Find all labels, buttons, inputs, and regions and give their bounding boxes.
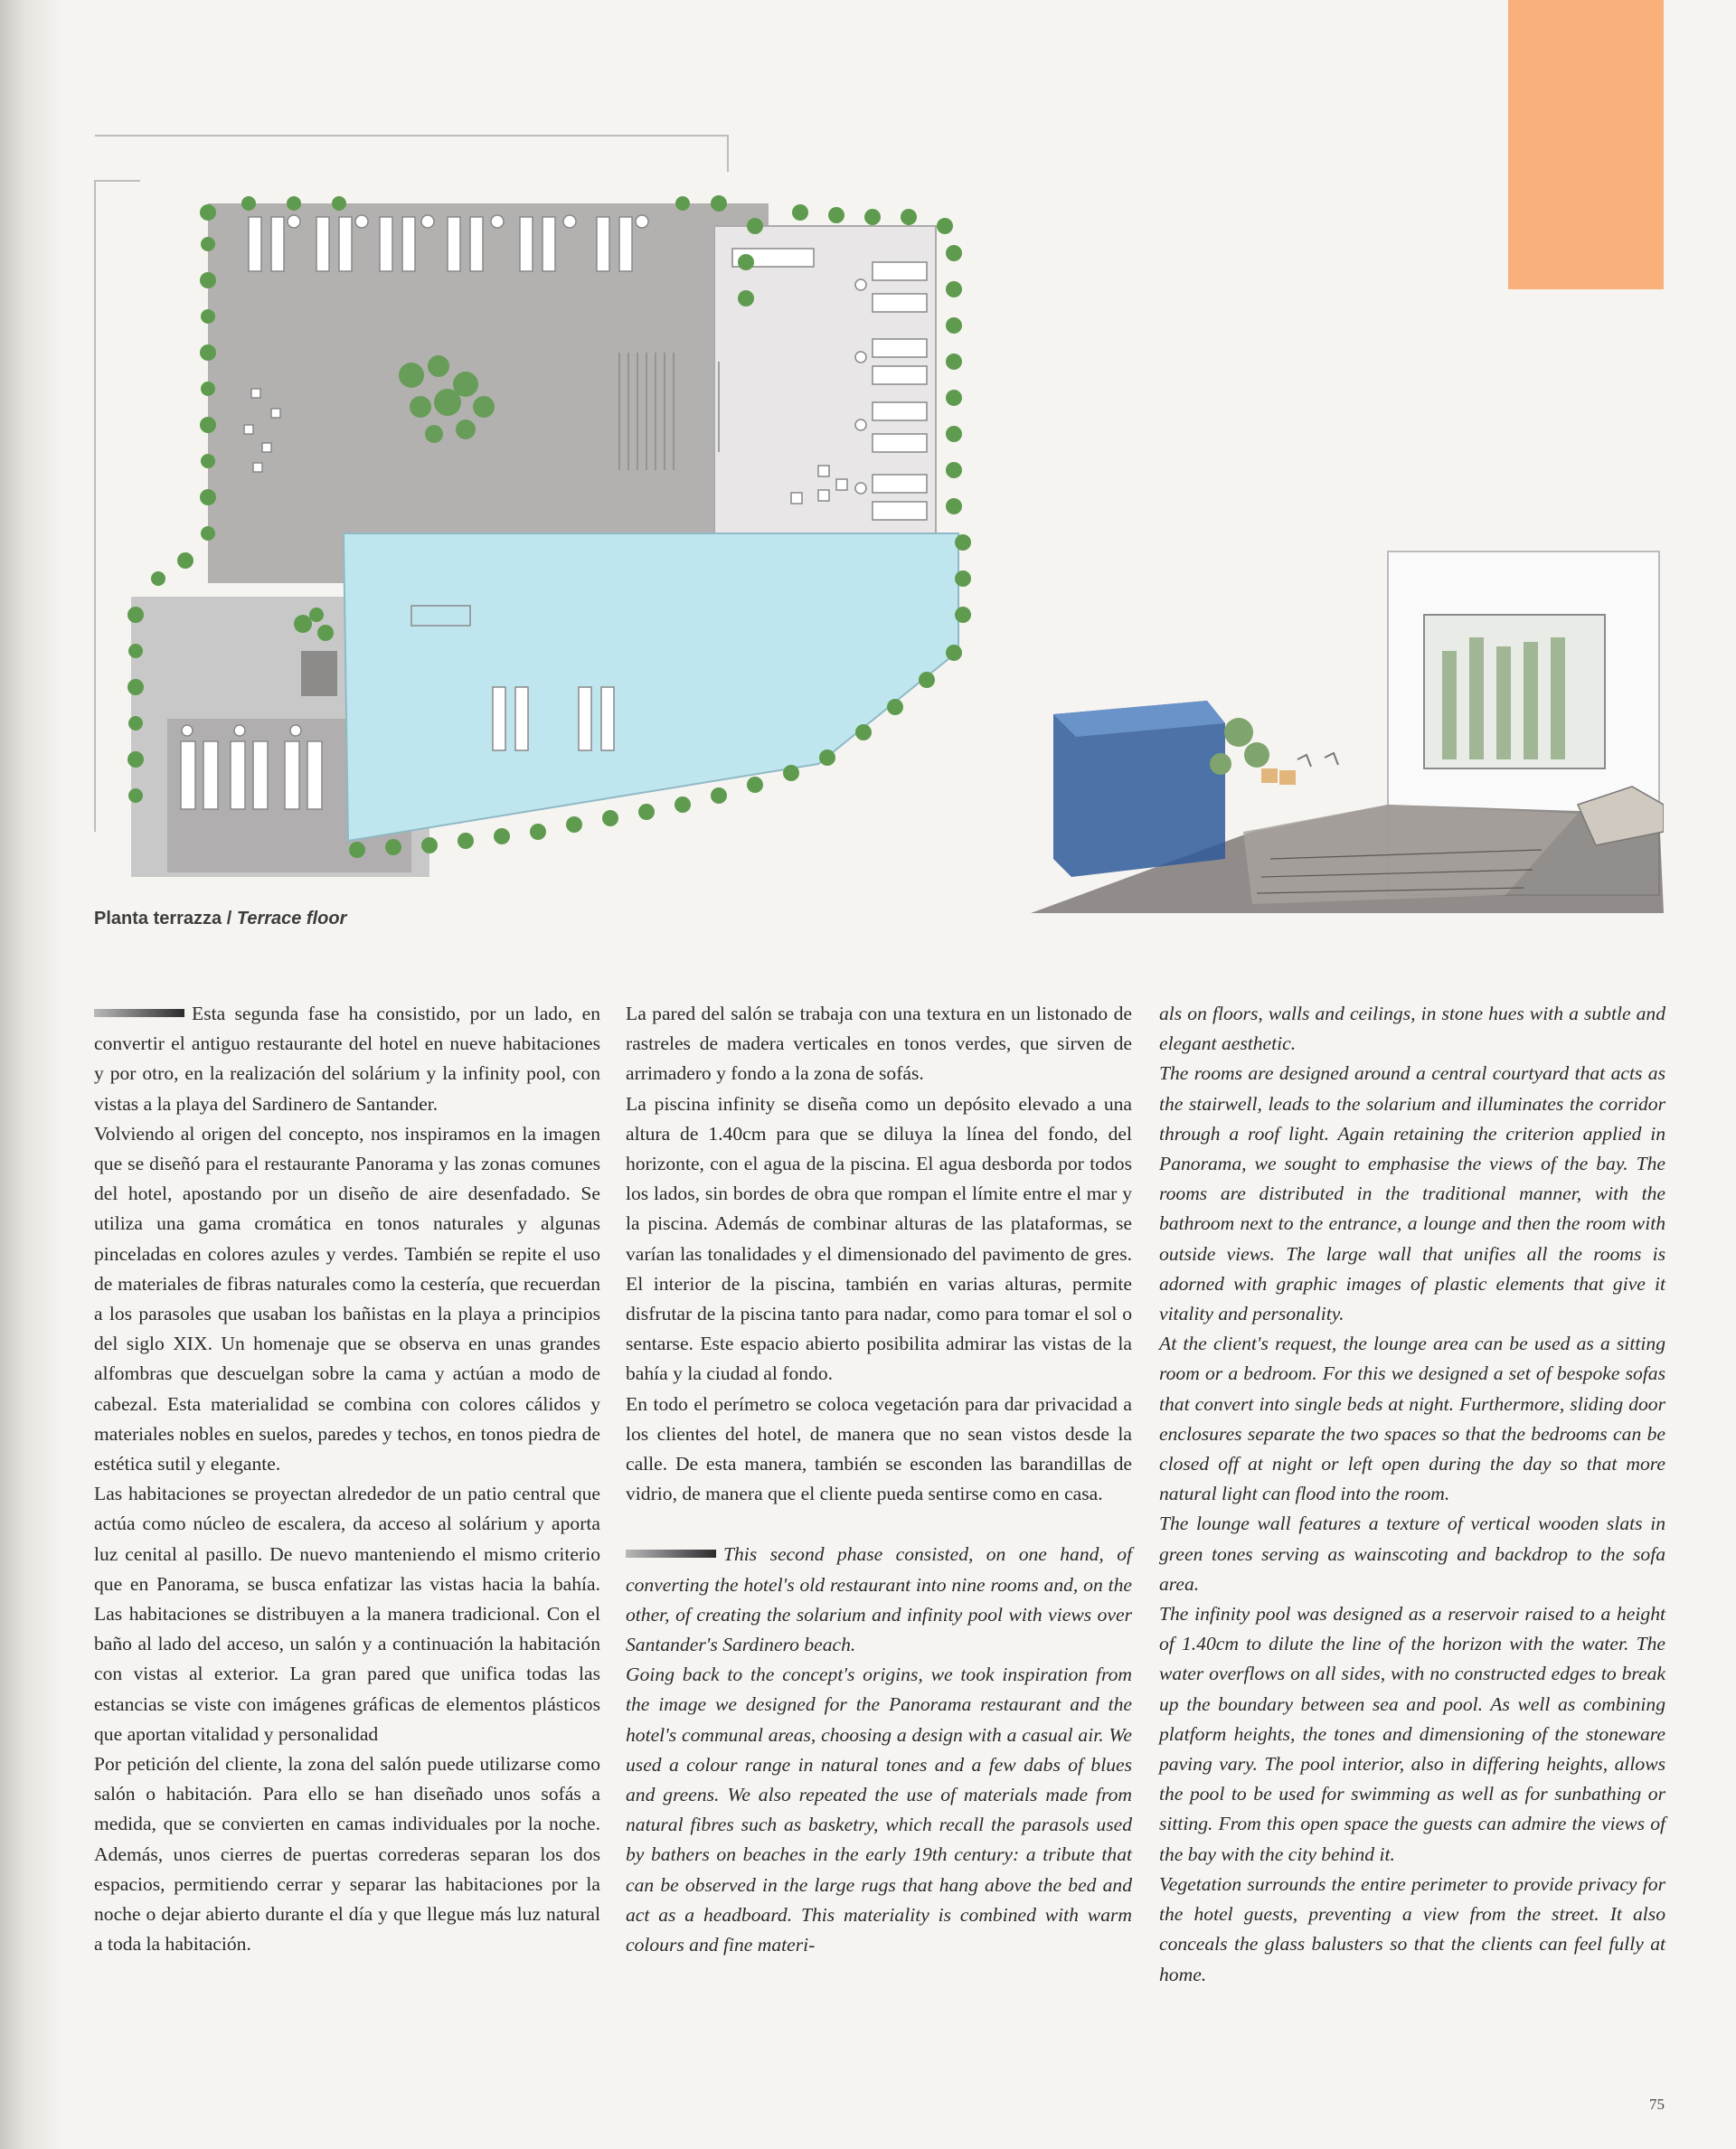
text-column-1 [94,999,600,1960]
pool-terrace-sketch [999,533,1664,913]
es-paragraph-7: En todo el perímetro se coloca vegetación para dar privacidad a los clientes del hotel, de manera que no sean vistos desde la calle. De esta manera, también se esconden las barandillas de vidrio, de manera que el cliente pueda sentirse como en casa. [626,1392,1132,1505]
text-column-2 [626,999,1132,1960]
en-paragraph-7: The infinity pool was designed as a reservoir raised to a height of 1.40cm to dilute the line of the horizon with the water. The water overflows on all sides, with no constructed edges to break up the boundary between sea and pool. As well as combining platform heights, the tones and dimensioning of the stoneware paving vary. The pool interior, also in differing heights, allows the pool to be used for swimming as well as for sunbathing or sitting. From this open space the guests can admire the views of the bay with the city behind it. [1159,1603,1665,1865]
en-paragraph-3: als on floors, walls and ceilings, in stone hues with a subtle and elegant aesthetic. [1159,1003,1665,1055]
lead-bar-spanish [94,1009,184,1017]
terrace-floor-plan [86,127,1008,895]
spanish-continuation [626,999,1132,1509]
text-column-3 [1159,999,1665,1990]
es-paragraph-1: Esta segunda fase ha consistido, por un lado, en convertir el antiguo restaurante del hotel en nueve habitaciones y por otro, en la realización del solárium y la infinity pool, con vistas a la playa del Sardinero de Santander. [94,1003,600,1115]
es-paragraph-2: Volviendo al origen del concepto, nos inspiramos en la imagen que se diseñó para el restaurante Panorama y las zonas comunes del hotel, apostando por un diseño de aire desenfadado. Se utiliza una gama cromática en tonos naturales y algunas pinceladas en colores azules y verdes. También se repite el uso de materiales de fibras naturales como la cestería, que recuerdan a los parasoles que usaban los bañistas en la playa a principios del siglo XIX. Un homenaje que se observa en unas grandes alfombras que descuelgan sobre la cama y actúan a modo de cabezal. Esta materialidad se combina con colores cálidos y materiales nobles en suelos, paredes y techos, en tonos piedra de estética sutil y elegante. [94,1122,600,1475]
en-paragraph-8: Vegetation surrounds the entire perimeter to provide privacy for the hotel guests, preventing a view from the street. It also conceals the glass balusters so that the clients can feel fully at home. [1159,1872,1665,1985]
caption-spanish: Planta terrazza / [94,909,237,928]
es-paragraph-6: La piscina infinity se diseña como un depósito elevado a una altura de 1.40cm para que se diluya la línea del fondo, del horizonte, con el agua de la piscina. El agua desborda por todos los lados, sin bordes de obra que rompan el límite entre el mar y la piscina. Además de combinar alturas de las plataformas, se varían las tonalidades y el dimensionado del pavimento de gres. El interior de la piscina, también en varias alturas, permite disfrutar de la piscina tanto para nadar, como para tomar el sol o sentarse. Este espacio abierto posibilita admirar las vistas de la bahía y la ciudad al fondo. [626,1092,1132,1385]
english-start [626,1540,1132,1960]
page-number: 75 [1649,2096,1665,2113]
es-paragraph-3: Las habitaciones se proyectan alrededor de un patio central que actúa como núcleo de escalera, da acceso al solárium y aporta luz cenital al pasillo. De nuevo manteniendo el mismo criterio que en Panorama, se busca enfatizar las vistas hacia la bahía. Las habitaciones se distribuyen a la manera tradicional. Con el baño al lado del acceso, un salón y a continuación la habitación con vistas al exterior. La gran pared que unifica todas las estancias se viste con imágenes gráficas de elementos plásticos que aportan vitalidad y personalidad [94,1483,600,1745]
page-gutter-shadow [0,0,63,2149]
en-paragraph-6: The lounge wall features a texture of vertical wooden slats in green tones serving as wainscoting and backdrop to the sofa area. [1159,1513,1665,1595]
en-paragraph-5: At the client's request, the lounge area can be used as a sitting room or a bedroom. For this we designed a set of bespoke sofas that convert into single beds at night. Furthermore, sliding door enclosures separate the two spaces so that the bedrooms can be closed off at night or left open during the day so that more natural light can flood into the room. [1159,1333,1665,1505]
lead-bar-english [626,1550,716,1558]
en-paragraph-1: This second phase consisted, on one hand, of converting the hotel's old restaurant into nine rooms and, on the other, of creating the solarium and infinity pool with views over Santander's Sardinero beach. [626,1543,1132,1656]
es-paragraph-5: La pared del salón se trabaja con una textura en un listonado de rastreles de madera verticales en tonos verdes, que sirven de arrimadero y fondo a la zona de sofás. [626,1003,1132,1085]
es-paragraph-4: Por petición del cliente, la zona del salón puede utilizarse como salón o habitación. Para ello se han diseñado unos sofás a medida, que se convierten en camas individuales por la noche. Además, unos cierres de puertas correderas separan los dos espacios, permitiendo cerrar y separar las habitaciones por la noche o dejar abierto durante el día y que llegue más luz natural a toda la habitación. [94,1753,600,1956]
caption-english: Terrace floor [236,909,347,928]
en-paragraph-4: The rooms are designed around a central courtyard that acts as the stairwell, leads to the solarium and illuminates the corridor through a roof light. Again retaining the criterion applied in Panorama, we sought to emphasise the views of the bay. The rooms are distributed in the traditional manner, with the bathroom next to the entrance, a lounge and then the room with outside views. The large wall that unifies all the rooms is adorned with graphic images of plastic elements that give it vitality and personality. [1159,1062,1665,1325]
figure-caption [94,909,346,929]
en-paragraph-2: Going back to the concept's origins, we took inspiration from the image we designed for the Panorama restaurant and the hotel's communal areas, choosing a design with a casual air. We used a colour range in natural tones and a few dabs of blues and greens. We also repeated the use of materials made from natural fibres such as basketry, which recall the parasols used by bathers on beaches in the early 19th century: a tribute that can be observed in the large rugs that hang above the bed and act as a headboard. This materiality is combined with warm colours and fine materi- [626,1664,1132,1956]
section-color-tab [1508,0,1664,289]
